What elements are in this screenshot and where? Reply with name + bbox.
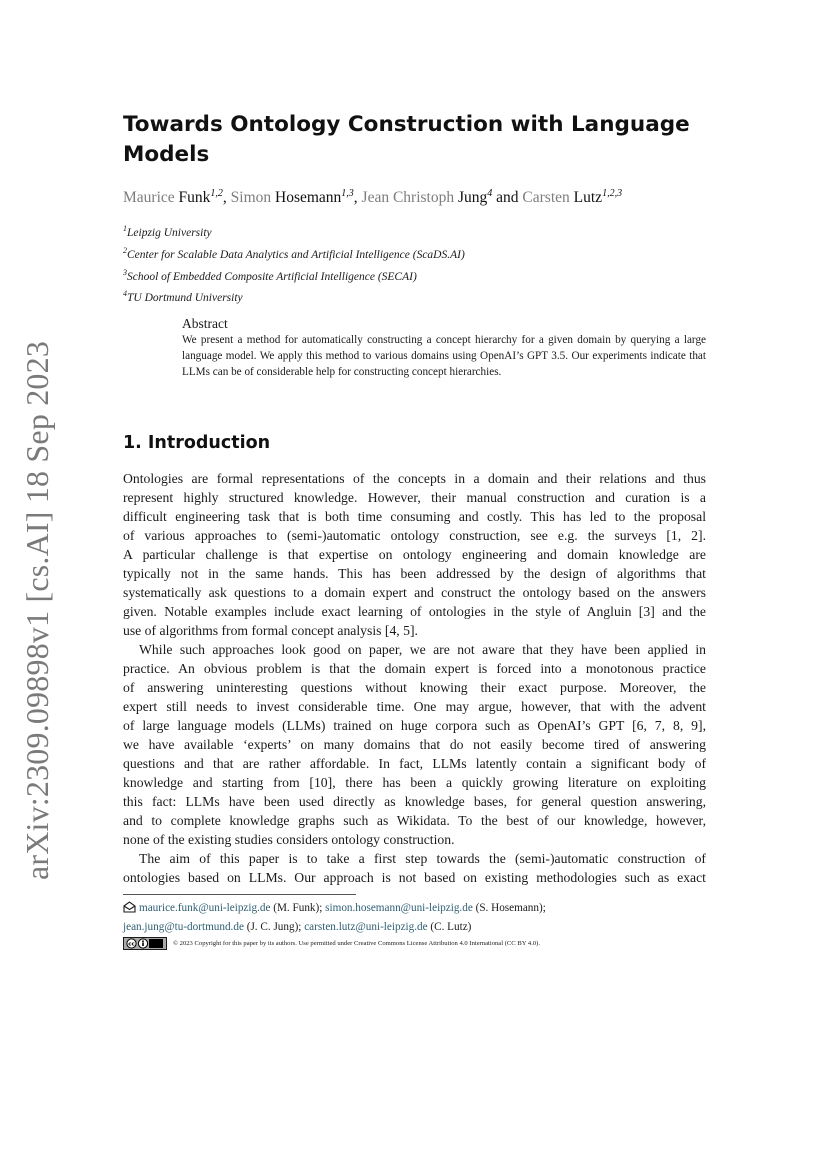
body-text-line: knowledge and starting from [10], there has been a quickly growing literature on exploiting bbox=[123, 775, 706, 790]
email-owner: (M. Funk); bbox=[270, 902, 326, 914]
section-heading bbox=[123, 432, 270, 454]
svg-text:cc: cc bbox=[128, 941, 135, 948]
body-text-line: of answering uninteresting questions without knowing their exact purpose. Moreover, the bbox=[123, 680, 706, 695]
author-first-name: Simon bbox=[230, 189, 272, 207]
affiliation-number: 2 bbox=[123, 245, 127, 255]
author-last-name: Funk bbox=[178, 189, 211, 207]
email-owner: (S. Hosemann); bbox=[472, 902, 546, 914]
author-affiliation-marker: 1,2 bbox=[210, 188, 223, 199]
author-last-name: Hosemann bbox=[275, 189, 342, 207]
affiliation-name: Leipzig University bbox=[127, 226, 212, 239]
author-separator: , bbox=[353, 189, 362, 207]
section-title: Introduction bbox=[147, 433, 271, 453]
section-number: 1. bbox=[123, 433, 142, 453]
affiliation-number: 3 bbox=[123, 267, 127, 277]
footnote-emails-line bbox=[123, 919, 723, 936]
affiliation-name: School of Embedded Composite Artificial Intelligence (SECAI) bbox=[127, 270, 417, 283]
body-text-line: typically not in the same hands. This has been addressed by the design of algorithms that bbox=[123, 566, 706, 581]
body-text-line: expert still needs to invest considerable time. One may argue, however, that with the advent bbox=[123, 699, 706, 714]
body-text-line: we have available ‘experts’ on many domains that do not easily become tired of answering bbox=[123, 737, 706, 752]
body-text-line: The aim of this paper is to take a first step towards the (semi-)automatic construction of bbox=[139, 851, 706, 866]
author-first-name: Maurice bbox=[123, 189, 175, 207]
license-row bbox=[123, 937, 723, 950]
abstract-line: We present a method for automatically constructing a concept hierarchy for a given domain by querying bbox=[182, 334, 671, 346]
body-text-line: given. Notable examples include exact learning of ontologies in the style of Angluin [3] and the bbox=[123, 604, 706, 619]
author-affiliation-marker: 1,2,3 bbox=[602, 188, 623, 199]
abstract-line: a large language model. We apply this method to various domains using OpenAI’s GPT 3.5. Our bbox=[182, 334, 707, 362]
affiliation bbox=[123, 285, 723, 307]
footnote-emails-line bbox=[123, 900, 723, 919]
affiliation-name: Center for Scalable Data Analytics and Artificial Intelligence (ScaDS.AI) bbox=[127, 248, 465, 261]
email-link[interactable]: jean.jung@tu-dortmund.de bbox=[123, 921, 244, 933]
author-affiliation-marker: 4 bbox=[487, 188, 493, 199]
paper-title bbox=[123, 110, 723, 170]
body-text-line: systematically ask questions to a domain expert and construct the ontology based on the answers bbox=[123, 585, 706, 600]
body-text-line: of large language models (LLMs) trained on huge corpora such as OpenAI’s GPT [6, 7, 8, 9], bbox=[123, 718, 706, 733]
body-text-line: While such approaches look good on paper, we are not aware that they have been applied in bbox=[139, 642, 706, 657]
title-line: Towards Ontology Construction with Language bbox=[123, 112, 690, 137]
affiliation-name: TU Dortmund University bbox=[127, 292, 243, 305]
author-last-name: Jung bbox=[457, 189, 488, 207]
affiliation bbox=[123, 220, 723, 242]
arxiv-identifier-stamp bbox=[14, 340, 62, 880]
email-owner: (J. C. Jung); bbox=[243, 921, 305, 933]
email-link[interactable]: simon.hosemann@uni-leipzig.de bbox=[325, 902, 473, 914]
body-text-line: A particular challenge is that expertise on ontology engineering and domain knowledge are bbox=[123, 547, 706, 562]
affiliation bbox=[123, 264, 723, 286]
body-text-line: difficult engineering task that is both time consuming and costly. This has led to the proposal bbox=[123, 509, 706, 524]
affiliation bbox=[123, 242, 723, 264]
envelope-icon bbox=[123, 901, 136, 919]
abstract-body bbox=[182, 332, 706, 380]
author-first-name: Jean Christoph bbox=[361, 189, 455, 207]
affiliation-list bbox=[123, 220, 723, 307]
footnote-divider bbox=[123, 894, 356, 895]
author-and: and bbox=[496, 189, 519, 207]
affiliation-number: 4 bbox=[123, 289, 127, 299]
body-text-line: ontologies based on LLMs. Our approach is not based on existing methodologies such as exact bbox=[123, 870, 706, 885]
body-text-line: Ontologies are formal representations of the concepts in a domain and their relations and thus bbox=[123, 471, 706, 486]
cc-by-badge-icon bbox=[123, 937, 167, 950]
body-text-line: of various approaches to (semi-)automatic ontology construction, see e.g. the surveys [1, 2]. bbox=[123, 528, 706, 543]
body-text-line: practice. An obvious problem is that the domain expert is forced into a monotonous practice bbox=[123, 661, 706, 676]
body-text-line: represent highly structured knowledge. However, their manual construction and curation is a bbox=[123, 490, 706, 505]
abstract-heading: Abstract bbox=[182, 316, 228, 331]
license-text: © 2023 Copyright for this paper by its authors. Use permitted under Creative Commons License Attribution 4.0 International (CC BY 4.0). bbox=[173, 939, 540, 947]
author-last-name: Lutz bbox=[573, 189, 603, 207]
email-link[interactable]: maurice.funk@uni-leipzig.de bbox=[139, 902, 271, 914]
body-text-line: none of the existing studies considers ontology construction. bbox=[123, 832, 455, 847]
affiliation-number: 1 bbox=[123, 224, 127, 233]
body-text-line: this fact: LLMs have been used directly as knowledge bases, for general question answering, bbox=[123, 794, 706, 809]
body-text bbox=[123, 469, 706, 887]
email-owner: (C. Lutz) bbox=[427, 921, 472, 933]
body-text-line: and to complete knowledge graphs such as Wikidata. To the best of our knowledge, however, bbox=[123, 813, 706, 828]
body-text-line: questions and that are rather affordable. In fact, LLMs latently contain a significant body of bbox=[123, 756, 706, 771]
author-first-name: Carsten bbox=[522, 189, 570, 207]
author-separator: , bbox=[222, 189, 231, 207]
author-affiliation-marker: 1,3 bbox=[341, 188, 354, 199]
arxiv-identifier: arXiv:2309.09898v1 [cs.AI] 18 Sep 2023 bbox=[19, 340, 56, 880]
footnote bbox=[123, 900, 723, 950]
abstract bbox=[182, 315, 706, 380]
body-text-line: use of algorithms from formal concept analysis [4, 5]. bbox=[123, 623, 418, 638]
title-line: Models bbox=[123, 142, 210, 167]
abstract-line: experiments indicate that LLMs can be of considerable help for constructing concept hierarchies. bbox=[182, 350, 706, 378]
author-list bbox=[123, 184, 723, 208]
email-link[interactable]: carsten.lutz@uni-leipzig.de bbox=[304, 921, 428, 933]
